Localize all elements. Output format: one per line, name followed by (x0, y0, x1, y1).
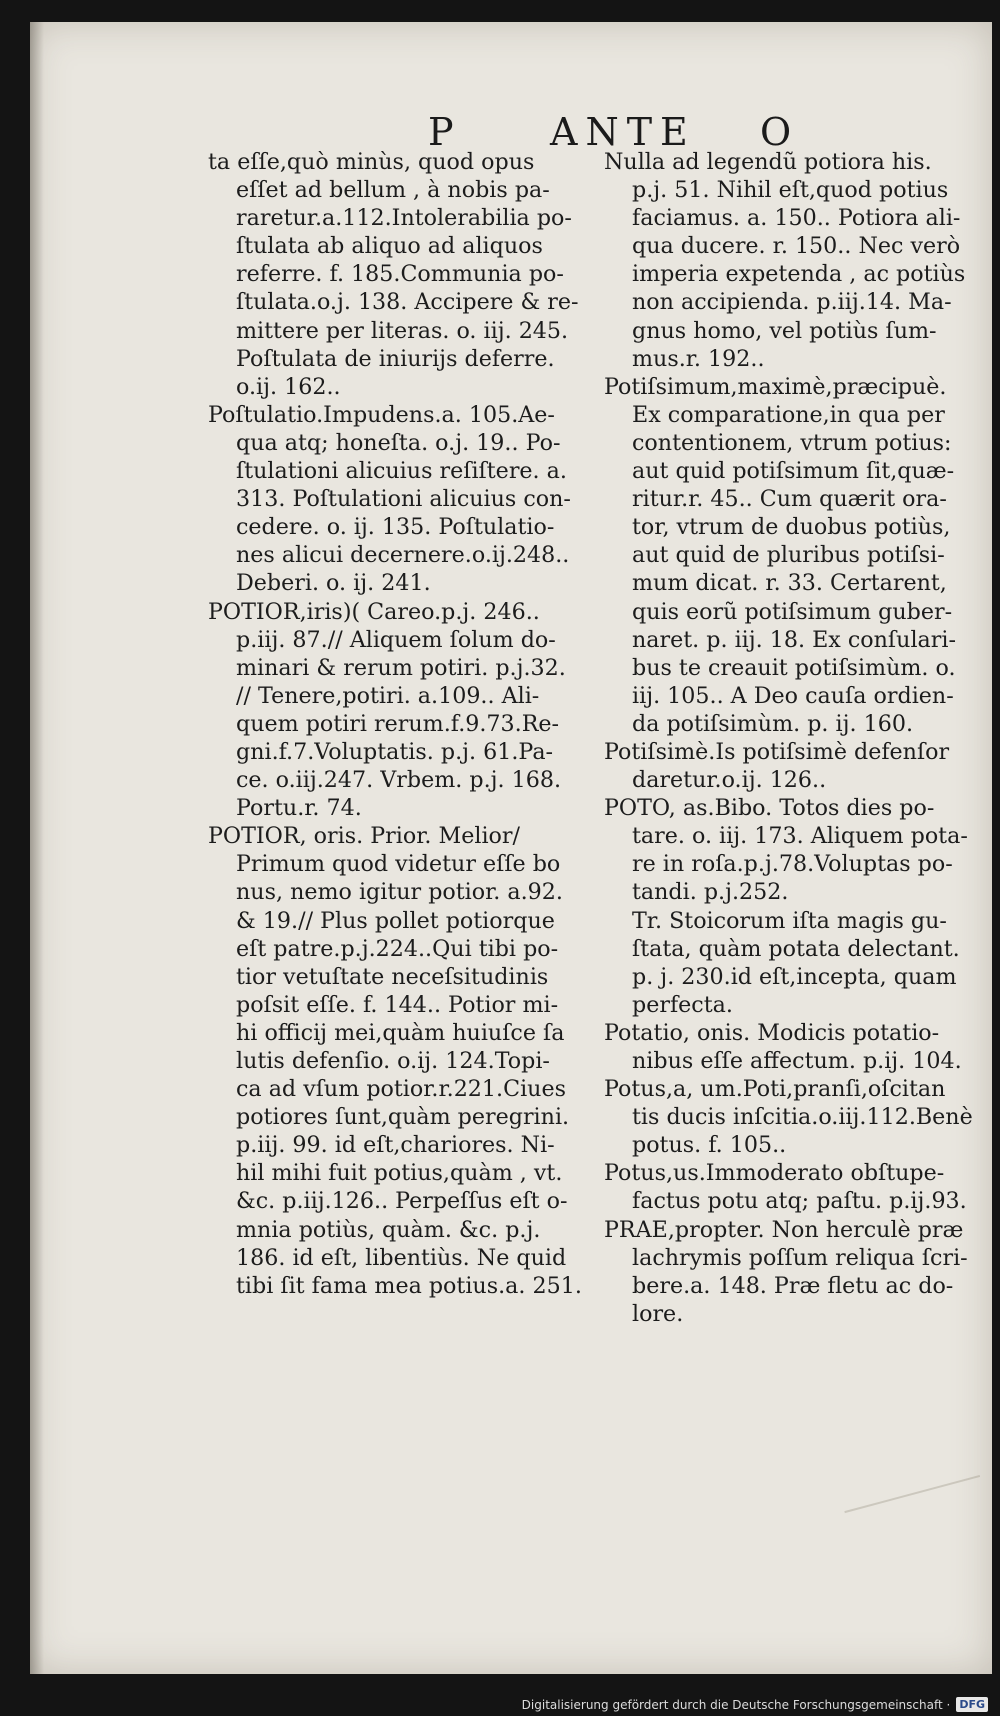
dictionary-entry (604, 1159, 989, 1215)
entry-line: tibi ſit fama mea potius.a. 251. (236, 1272, 582, 1299)
entry-line: Nulla ad legendũ potiora his. (604, 149, 932, 175)
entry-line: quis eorũ potiſsimum guber- (632, 598, 953, 625)
entry-line: re in roſa.p.j.78.Voluptas po- (632, 851, 953, 878)
entry-line: cedere. o. ij. 135. Poſtulatio- (236, 514, 555, 541)
entry-line: lachrymis poſſum reliqua ſcri- (632, 1244, 968, 1271)
entry-line: tor, vtrum de duobus potiùs, (632, 514, 951, 541)
paper-fold-mark (844, 1475, 995, 1571)
entry-line: ſtata, quàm potata delectant. (632, 935, 960, 962)
dictionary-entry (604, 148, 989, 373)
dictionary-entry (604, 1216, 989, 1328)
entry-line: Potatio, onis. Modicis potatio- (604, 1019, 940, 1046)
entry-line: bus te creauit potiſsimùm. o. (632, 654, 956, 681)
entry-line: qua atq; honeſta. o.j. 19.. Po- (236, 429, 561, 456)
entry-line: o.ij. 162.. (236, 373, 341, 400)
entry-line: gni.f.7.Voluptatis. p.j. 61.Pa- (236, 738, 554, 765)
dictionary-entry (604, 373, 989, 738)
entry-line: ſtulationi alicuius reſiſtere. a. (236, 458, 567, 485)
entry-line: Potiſsimum,maximè,præcipuè. (604, 373, 947, 400)
entry-line: aut quid de pluribus potiſsi- (632, 542, 945, 569)
entry-line: factus potu atq; paſtu. p.ij.93. (632, 1188, 967, 1215)
dictionary-entry (208, 598, 593, 823)
entry-line: perfecta. (632, 991, 733, 1018)
entry-line: raretur.a.112.Intolerabilia po- (236, 205, 572, 232)
entry-line: p.iij. 99. id eſt,chariores. Ni- (236, 1132, 555, 1159)
entry-line: hi officij mei,quàm huiuſce ſa (236, 1019, 565, 1046)
entry-line: ſtulata ab aliquo ad aliquos (236, 233, 543, 260)
digitization-footer (522, 1697, 988, 1712)
entry-line: ta eſſe,quò minùs, quod opus (208, 149, 535, 175)
entry-line: Potus,us.Immoderato obſtupe- (604, 1160, 945, 1187)
entry-line: ce. o.iij.247. Vrbem. p.j. 168. (236, 767, 562, 794)
dictionary-entry (604, 738, 989, 794)
right-text-column (604, 148, 989, 1328)
footer-credit-text: Digitalisierung gefördert durch die Deutsche Forschungsgemeinschaft · (521, 1697, 951, 1712)
entry-line: lore. (632, 1300, 684, 1327)
entry-line: Potus,a, um.Poti,pranſi,oſcitan (604, 1076, 946, 1103)
entry-line: Tr. Stoicorum iſta magis gu- (632, 907, 947, 934)
entry-line: nus, nemo igitur potior. a.92. (236, 879, 563, 906)
entry-line: POTIOR, oris. Prior. Melior/ (208, 823, 520, 850)
entry-line: Primum quod videtur eſſe bo (236, 851, 561, 878)
headline-left: P (428, 110, 456, 154)
entry-line: aut quid potiſsimum ſit,quæ- (632, 458, 955, 485)
entry-line: bere.a. 148. Præ fletu ac do- (632, 1272, 954, 1299)
entry-line: // Tenere,potiri. a.109.. Ali- (236, 682, 540, 709)
dfg-logo: DFG (956, 1697, 988, 1712)
entry-line: daretur.o.ij. 126.. (632, 767, 827, 794)
entry-line: ca ad vſum potior.r.221.Ciues (236, 1076, 566, 1103)
entry-line: p.iij. 87.// Aliquem ſolum do- (236, 626, 556, 653)
entry-line: &c. p.iij.126.. Perpeſſus eſt o- (236, 1188, 568, 1215)
headline-center: ANTE (550, 110, 696, 154)
dictionary-entry (208, 401, 593, 598)
entry-line: hil mihi fuit potius,quàm , vt. (236, 1160, 563, 1187)
entry-line: referre. f. 185.Communia po- (236, 261, 564, 288)
entry-line: gnus homo, vel potiùs ſum- (632, 317, 937, 344)
entry-line: p.j. 51. Nihil eſt,quod potius (632, 177, 949, 204)
entry-line: Deberi. o. ij. 241. (236, 570, 431, 597)
entry-line: 186. id eſt, libentiùs. Ne quid (236, 1244, 567, 1271)
entry-line: potus. f. 105.. (632, 1132, 787, 1159)
dictionary-entry (604, 794, 989, 1019)
entry-line: lutis defenſio. o.ij. 124.Topi- (236, 1048, 550, 1074)
entry-line: Poſtulata de iniurijs deferre. (236, 345, 555, 372)
entry-line: potiores ſunt,quàm peregrini. (236, 1104, 570, 1131)
entry-line: tare. o. iij. 173. Aliquem pota- (632, 823, 968, 850)
dictionary-entry (208, 148, 593, 401)
entry-line: p. j. 230.id eſt,incepta, quam (632, 963, 957, 990)
entry-line: quem potiri rerum.f.9.73.Re- (236, 710, 560, 737)
entry-line: Potiſsimè.Is potiſsimè defenſor (604, 738, 950, 765)
entry-line: mnia potiùs, quàm. &c. p.j. (236, 1216, 541, 1243)
entry-line: contentionem, vtrum potius: (632, 429, 952, 456)
entry-line: mus.r. 192.. (632, 345, 765, 372)
entry-line: faciamus. a. 150.. Potiora ali- (632, 205, 961, 232)
entry-line: imperia expetenda , ac potiùs (632, 261, 966, 288)
entry-line: POTO, as.Bibo. Totos dies po- (604, 795, 935, 822)
entry-line: eſſet ad bellum , à nobis pa- (236, 177, 550, 204)
entry-line: eſt patre.p.j.224..Qui tibi po- (236, 935, 559, 962)
entry-line: non accipienda. p.iij.14. Ma- (632, 289, 952, 316)
entry-line: tandi. p.j.252. (632, 879, 789, 906)
dictionary-entry (208, 822, 593, 1300)
entry-line: qua ducere. r. 150.. Nec verò (632, 233, 961, 260)
entry-line: naret. p. iij. 18. Ex conſulari- (632, 626, 956, 653)
entry-line: da potiſsimùm. p. ij. 160. (632, 710, 914, 737)
dictionary-entry (604, 1019, 989, 1075)
entry-line: poſsit eſſe. f. 144.. Potior mi- (236, 991, 559, 1018)
entry-line: iij. 105.. A Deo cauſa ordien- (632, 682, 954, 709)
entry-line: Portu.r. 74. (236, 795, 362, 822)
entry-line: mum dicat. r. 33. Certarent, (632, 570, 947, 597)
entry-line: 313. Poſtulationi alicuius con- (236, 486, 571, 513)
entry-line: Ex comparatione,in qua per (632, 401, 945, 428)
dictionary-entry (604, 1075, 989, 1159)
headline-right: O (760, 110, 794, 154)
entry-line: ritur.r. 45.. Cum quærit ora- (632, 486, 947, 513)
entry-line: tior vetuſtate neceſsitudinis (236, 963, 549, 990)
entry-line: mittere per literas. o. iij. 245. (236, 317, 569, 344)
left-text-column (208, 148, 593, 1300)
entry-line: minari & rerum potiri. p.j.32. (236, 654, 566, 681)
entry-line: & 19.// Plus pollet potiorque (236, 907, 555, 934)
entry-line: POTIOR,iris)( Careo.p.j. 246.. (208, 598, 540, 625)
entry-line: tis ducis inſcitia.o.iij.112.Benè (632, 1104, 973, 1131)
entry-line: PRAE,propter. Non herculè præ (604, 1216, 964, 1243)
entry-line: Poſtulatio.Impudens.a. 105.Ae- (208, 401, 555, 428)
entry-line: nibus eſſe affectum. p.ij. 104. (632, 1048, 962, 1074)
entry-line: nes alicui decernere.o.ij.248.. (236, 542, 570, 569)
entry-line: ſtulata.o.j. 138. Accipere & re- (236, 289, 579, 316)
